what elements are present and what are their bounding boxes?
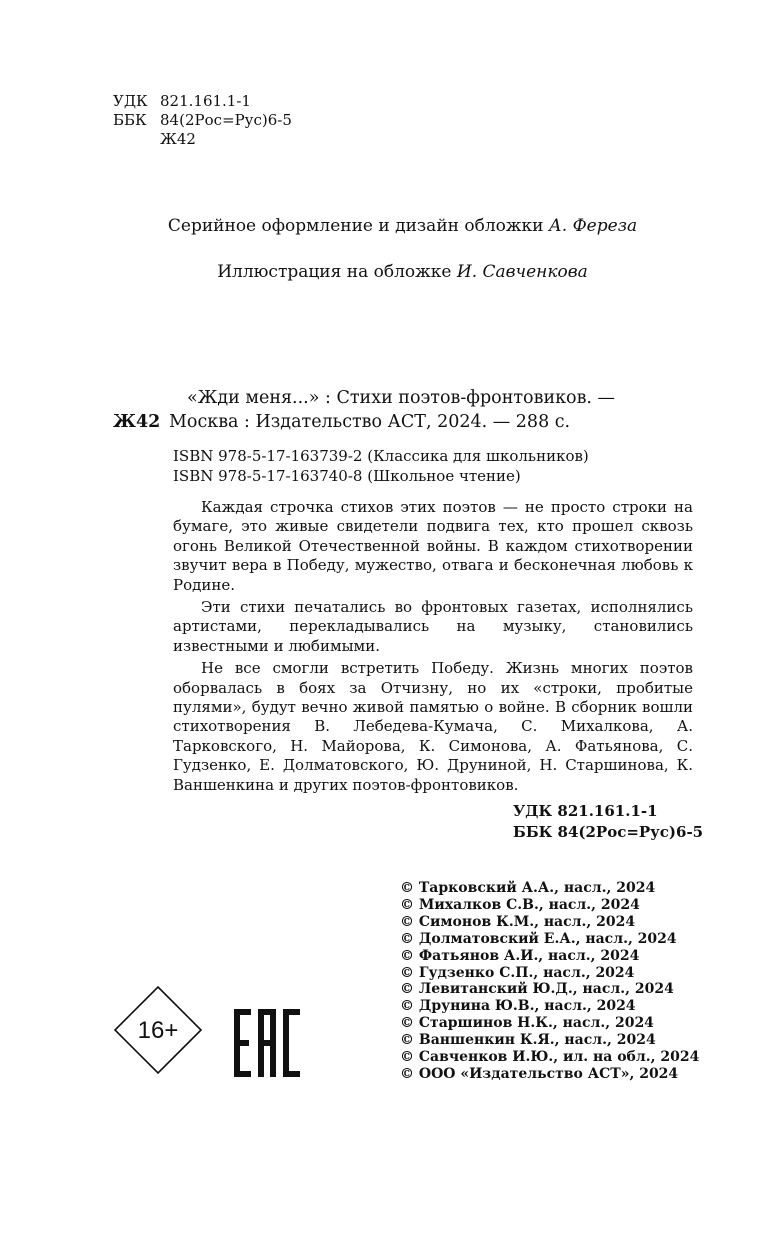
copyright-list xyxy=(400,880,699,1083)
imprint-line: Москва : Издательство АСТ, 2024. — 288 с. xyxy=(169,412,571,432)
isbn-1: ISBN 978-5-17-163739-2 (Классика для школьников) xyxy=(173,447,589,465)
bbk-value: 84(2Рос=Рус)6-5 xyxy=(160,111,292,129)
classification-codes xyxy=(113,92,292,149)
copyright-line: © Гудзенко С.П., насл., 2024 xyxy=(400,964,635,981)
copyright-line: © Старшинов Н.К., насл., 2024 xyxy=(400,1015,654,1032)
copyright-line: © Савченков И.Ю., ил. на обл., 2024 xyxy=(400,1049,700,1066)
age-rating-text: 16+ xyxy=(137,1017,179,1044)
isbn-2: ISBN 978-5-17-163740-8 (Школьное чтение) xyxy=(173,467,521,485)
annotation-paragraph: Каждая строчка стихов этих поэтов — не просто строки на бумаге, это живые свидетели подвига тех, кто прошел сквозь огонь Великой Отечественной войны. В каждом стихотворении звучит вера в Победу, мужество, отвага и бесконечная любовь к Родине. xyxy=(173,498,693,594)
annotation xyxy=(173,498,693,795)
bbk-label: ББК xyxy=(113,111,147,129)
copyright-line: © Ваншенкин К.Я., насл., 2024 xyxy=(400,1032,656,1049)
copyright-line: © ООО «Издательство АСТ», 2024 xyxy=(400,1065,679,1082)
copyright-line: © Тарковский А.А., насл., 2024 xyxy=(400,880,656,896)
illustrator-name: И. Савченкова xyxy=(456,262,588,282)
footer-udk: УДК 821.161.1-1 xyxy=(513,802,658,820)
age-rating-badge xyxy=(112,984,204,1076)
copyright-line: © Фатьянов А.И., насл., 2024 xyxy=(400,947,640,964)
eac-logo xyxy=(232,1009,302,1077)
udk-value: 821.161.1-1 xyxy=(160,92,251,110)
copyright-line: © Михалков С.В., насл., 2024 xyxy=(400,896,640,913)
annotation-paragraph: Эти стихи печатались во фронтовых газетах, исполнялись артистами, перекладывались на музыку, становились известными и любимыми. xyxy=(173,598,693,655)
book-title-line: «Жди меня...» : Стихи поэтов-фронтовиков. — xyxy=(187,388,616,408)
copyright-line: © Симонов К.М., насл., 2024 xyxy=(400,913,636,930)
copyright-line: © Левитанский Ю.Д., насл., 2024 xyxy=(400,981,674,998)
annotation-paragraph: Не все смогли встретить Победу. Жизнь многих поэтов оборвалась в боях за Отчизну, но их «строки, пробитые пулями», будут вечно живой памятью о войне. В сборник вошли стихотворения В. Лебедева-Кумача, С. Михалкова, А. Тарковского, Н. Майорова, К. Симонова, А. Фатьянова, С. Гудзенко, Е. Долматовского, Ю. Друниной, Н. Старшинова, К. Ваншенкина и других поэтов-фронтовиков. xyxy=(173,659,693,794)
udk-label: УДК xyxy=(113,92,148,110)
footer-bbk: ББК 84(2Рос=Рус)6-5 xyxy=(513,823,704,841)
author-mark-code: Ж42 xyxy=(160,130,196,148)
bibliographic-record xyxy=(113,386,693,434)
footer-codes xyxy=(513,801,703,843)
series-design-credit: Серийное оформление и дизайн обложки А. Фереза xyxy=(167,216,638,236)
isbn-block xyxy=(173,446,589,486)
illustration-credit: Иллюстрация на обложке И. Савченкова xyxy=(217,262,588,282)
designer-name: А. Фереза xyxy=(548,216,638,236)
copyright-line: © Друнина Ю.В., насл., 2024 xyxy=(400,998,636,1015)
author-mark: Ж42 xyxy=(113,412,161,432)
copyright-line: © Долматовский Е.А., насл., 2024 xyxy=(400,930,677,947)
